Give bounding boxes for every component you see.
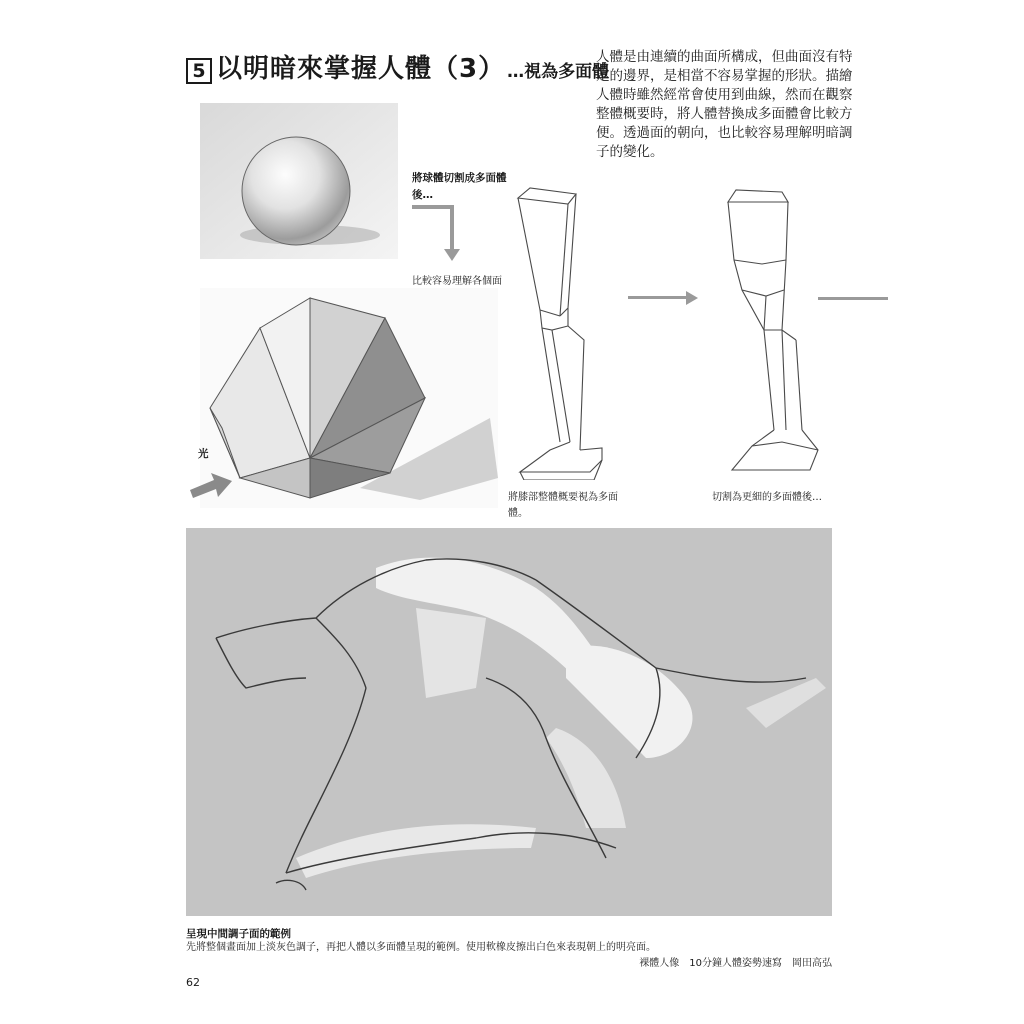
page-number: 62 — [186, 976, 200, 989]
figure-drawing — [186, 528, 832, 916]
note-sphere-to-poly: 將球體切割成多面體後… — [412, 172, 507, 201]
note-easier-tone: 比較容易理解各個面 — [412, 276, 502, 287]
title-subtitle: …視為多面體 — [507, 62, 610, 82]
icosahedron-drawing — [200, 288, 498, 508]
caption-body: 先將整個畫面加上淡灰色調子，再把人體以多面體呈現的範例。使用軟橡皮擦出白色來表現朝上的明亮面。 — [186, 942, 656, 953]
leg-polyhedron-simple — [510, 180, 620, 480]
arrow-down-icon — [444, 249, 460, 261]
light-label: 光 — [198, 448, 209, 460]
note-leg-simple: 將膝部整體概要視為多面體。 — [508, 492, 618, 519]
arrow-horizontal-segment — [412, 205, 454, 209]
light-arrow-icon — [188, 470, 234, 500]
note-leg-detailed: 切割為更細的多面體後… — [712, 492, 822, 503]
title-main: 以明暗來掌握人體（3） — [216, 54, 506, 84]
leg-polyhedron-detailed — [722, 180, 832, 480]
arrow-right-icon — [686, 291, 698, 305]
arrow-vertical-segment — [450, 205, 454, 251]
continuation-line — [818, 297, 888, 300]
page-title — [186, 48, 609, 85]
sphere-drawing — [200, 103, 398, 259]
section-number: 5 — [186, 58, 212, 84]
arrow-between-legs — [628, 296, 686, 299]
intro-paragraph — [596, 48, 856, 162]
caption-heading: 呈現中間調子面的範例 — [186, 928, 291, 940]
caption-credit: 裸體人像 10分鐘人體姿勢速寫 岡田高弘 — [639, 958, 832, 969]
intro-text: 人體是由連續的曲面所構成，但曲面沒有特定的邊界，是相當不容易掌握的形狀。描繪人體時雖然經常會使用到曲線，然而在觀察整體概要時，將人體替換成多面體會比較方便。透過面的朝向，也比較容易理解明暗調子的變化。 — [596, 49, 853, 160]
